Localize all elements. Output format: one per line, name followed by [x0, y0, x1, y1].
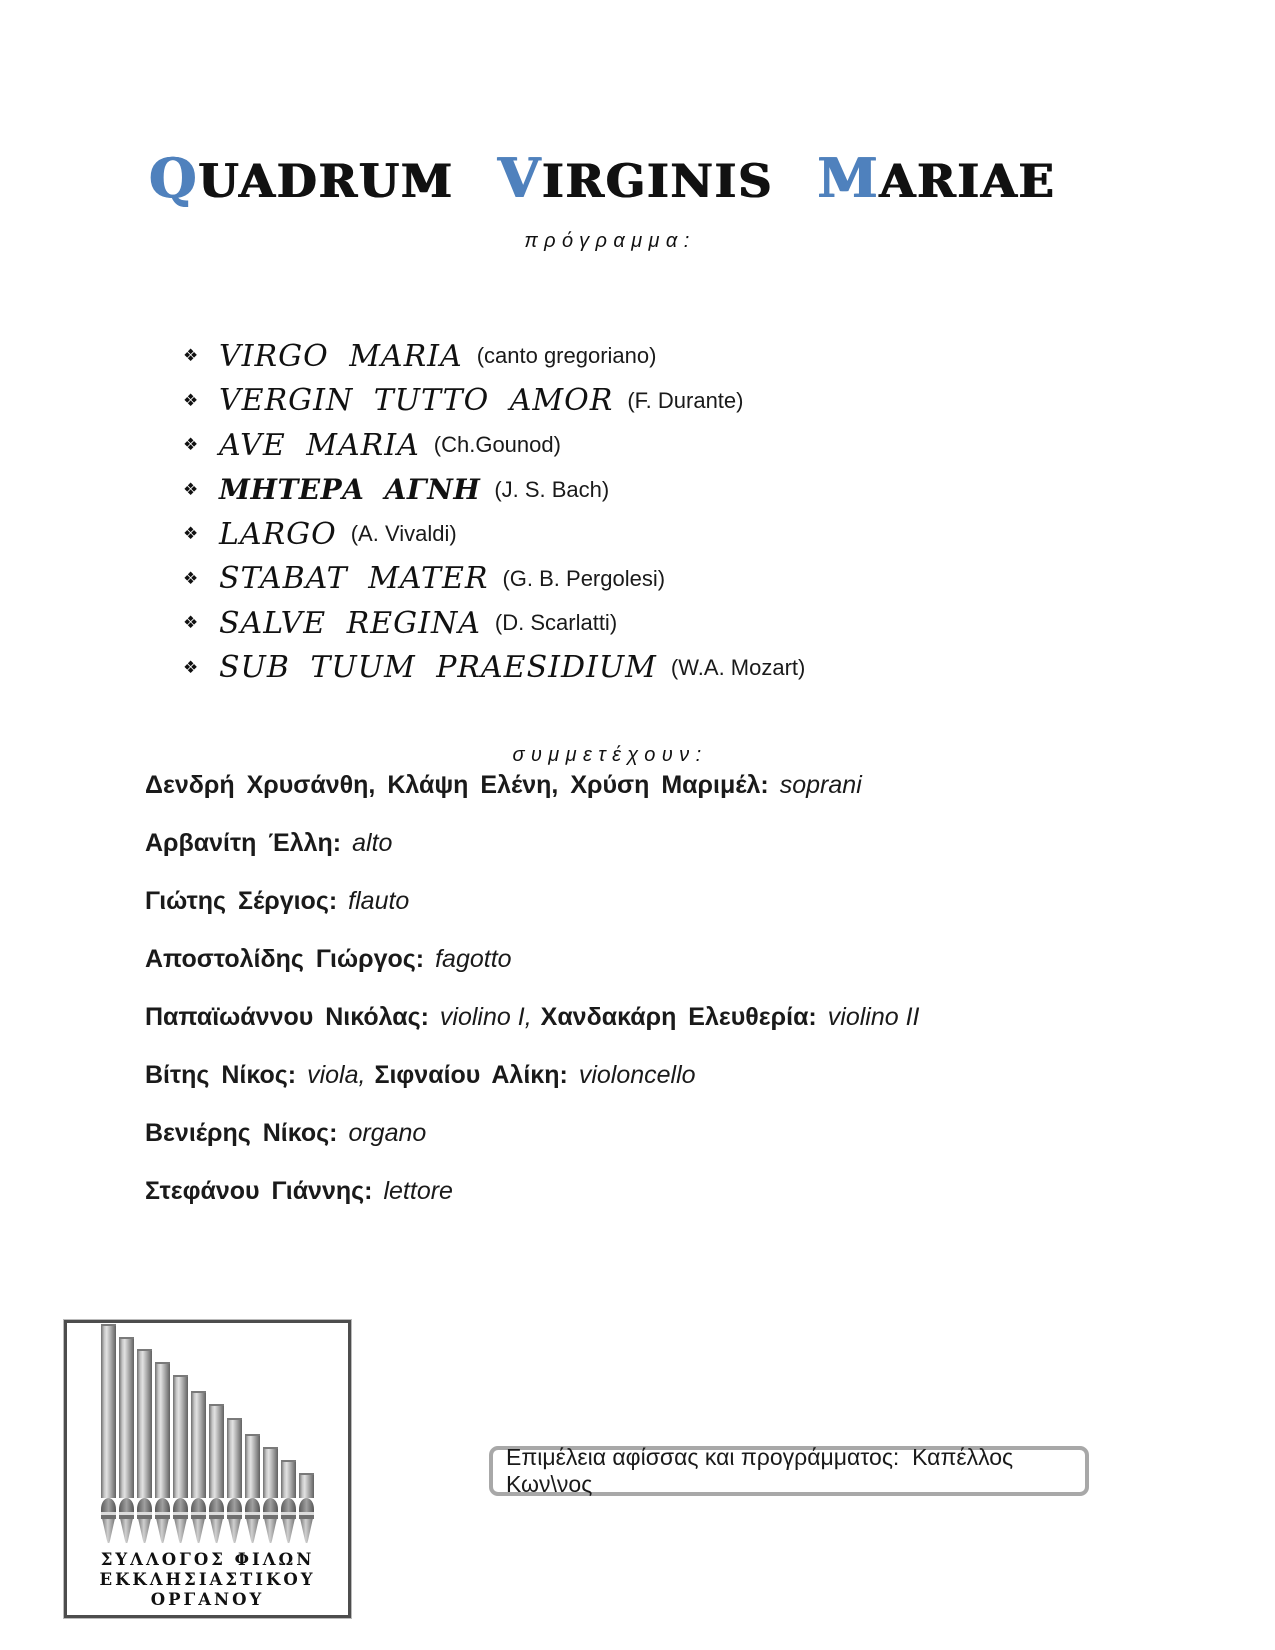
program-item: [183, 468, 805, 513]
performer-role: alto: [352, 828, 393, 857]
performer-line: [145, 988, 919, 1046]
performer-line: [145, 756, 919, 814]
diamond-bullet-icon: ❖: [183, 568, 199, 588]
title-initial: V: [498, 146, 543, 210]
piece-composer: (A. Vivaldi): [350, 521, 457, 547]
performer-line: [145, 872, 919, 930]
performer-role: violino II: [827, 1002, 920, 1031]
performer-line: [145, 814, 919, 872]
program-item: [183, 557, 805, 602]
performer-role: violoncello: [578, 1060, 696, 1089]
performer-line: [145, 1162, 919, 1220]
title-rest: IRGINIS: [542, 154, 774, 208]
program-list: [183, 334, 805, 690]
program-item: [183, 334, 805, 379]
organ-pipe: [155, 1362, 170, 1543]
performer-name: Βίτης Νίκος:: [145, 1060, 297, 1089]
performer-line: [145, 1104, 919, 1162]
title-initial: M: [817, 146, 880, 210]
performer-name: Σιφναίου Αλίκη:: [374, 1060, 568, 1089]
diamond-bullet-icon: ❖: [183, 613, 199, 633]
piece-title: ΜΗΤΕΡΑ ΑΓΝΗ: [219, 473, 481, 507]
piece-composer: (J. S. Bach): [494, 476, 610, 502]
credit-box: [489, 1446, 1089, 1496]
piece-title: AVE MARIA: [219, 427, 420, 463]
performer-line: [145, 1046, 919, 1104]
performer-name: Αρβανίτη Έλλη:: [145, 828, 342, 857]
piece-composer: (G. B. Pergolesi): [502, 565, 666, 591]
organ-pipe: [299, 1473, 314, 1543]
performer-name: Στεφάνου Γιάννης:: [145, 1176, 373, 1205]
title-word: [817, 146, 1056, 210]
logo-caption-line2: ΕΚΚΛΗΣΙΑΣΤΙΚΟΥ: [99, 1570, 316, 1589]
organ-pipe: [263, 1447, 278, 1543]
performer-name: Γιώτης Σέργιος:: [145, 886, 338, 915]
program-item: [183, 512, 805, 557]
page-title: [0, 146, 1205, 210]
diamond-bullet-icon: ❖: [183, 346, 199, 366]
title-initial: Q: [149, 146, 199, 210]
performer-role: lettore: [383, 1176, 453, 1205]
program-item: [183, 379, 805, 424]
performer-name: Παπαϊωάννου Νικόλας:: [145, 1002, 429, 1031]
program-item: [183, 423, 805, 468]
piece-composer: (canto gregoriano): [476, 343, 657, 369]
organ-pipe: [281, 1460, 296, 1543]
piece-title: VIRGO MARIA: [219, 338, 463, 374]
performer-role: organo: [348, 1118, 427, 1147]
organ-society-logo: [64, 1320, 351, 1618]
organ-pipe: [245, 1434, 260, 1543]
title-rest: UADRUM: [198, 154, 455, 208]
program-item: [183, 646, 805, 691]
diamond-bullet-icon: ❖: [183, 435, 199, 455]
performer-role: violino I,: [439, 1002, 532, 1031]
title-word: [498, 146, 774, 210]
title-word: [149, 146, 455, 210]
piece-composer: (F. Durante): [627, 387, 744, 413]
participants-list: [145, 756, 919, 1220]
piece-title: SALVE REGINA: [219, 605, 481, 641]
organ-pipe: [191, 1391, 206, 1543]
performer-role: viola,: [307, 1060, 366, 1089]
performer-name: Δενδρή Χρυσάνθη, Κλάψη Ελένη, Χρύση Μαριμέλ:: [145, 770, 769, 799]
piece-title: STABAT MATER: [219, 561, 489, 597]
performer-name: Χανδακάρη Ελευθερία:: [540, 1002, 817, 1031]
credit-text: Επιμέλεια αφίσσας και προγράμματος: Καπέλλος Κων\νος: [506, 1444, 1020, 1497]
piece-composer: (W.A. Mozart): [670, 654, 806, 680]
organ-pipe: [119, 1337, 134, 1543]
diamond-bullet-icon: ❖: [183, 479, 199, 499]
organ-pipe: [137, 1349, 152, 1543]
performer-role: flauto: [348, 886, 410, 915]
diamond-bullet-icon: ❖: [183, 390, 199, 410]
performer-name: Βενιέρης Νίκος:: [145, 1118, 338, 1147]
performer-line: [145, 930, 919, 988]
performer-role: soprani: [779, 770, 862, 799]
performer-name: Αποστολίδης Γιώργος:: [145, 944, 425, 973]
program-item: [183, 601, 805, 646]
logo-caption-line3: ΟΡΓΑΝΟΥ: [150, 1590, 265, 1609]
organ-pipe: [173, 1375, 188, 1543]
organ-pipes-icon: [101, 1324, 314, 1543]
diamond-bullet-icon: ❖: [183, 524, 199, 544]
logo-caption: [100, 1550, 316, 1610]
piece-title: LARGO: [219, 516, 337, 552]
title-rest: ARIAE: [879, 154, 1056, 208]
diamond-bullet-icon: ❖: [183, 657, 199, 677]
piece-title: VERGIN TUTTO AMOR: [219, 383, 614, 419]
piece-title: SUB TUUM PRAESIDIUM: [219, 650, 657, 686]
performer-role: fagotto: [435, 944, 512, 973]
participants-heading: συμμετέχουν:: [512, 744, 708, 766]
program-heading: πρόγραμμα:: [524, 230, 696, 252]
organ-pipe: [209, 1404, 224, 1543]
logo-caption-line1: ΣΥΛΛΟΓΟΣ ΦΙΛΩΝ: [100, 1550, 315, 1569]
organ-pipe: [227, 1418, 242, 1543]
organ-pipe: [101, 1324, 116, 1543]
piece-composer: (Ch.Gounod): [433, 432, 561, 458]
piece-composer: (D. Scarlatti): [494, 610, 618, 636]
